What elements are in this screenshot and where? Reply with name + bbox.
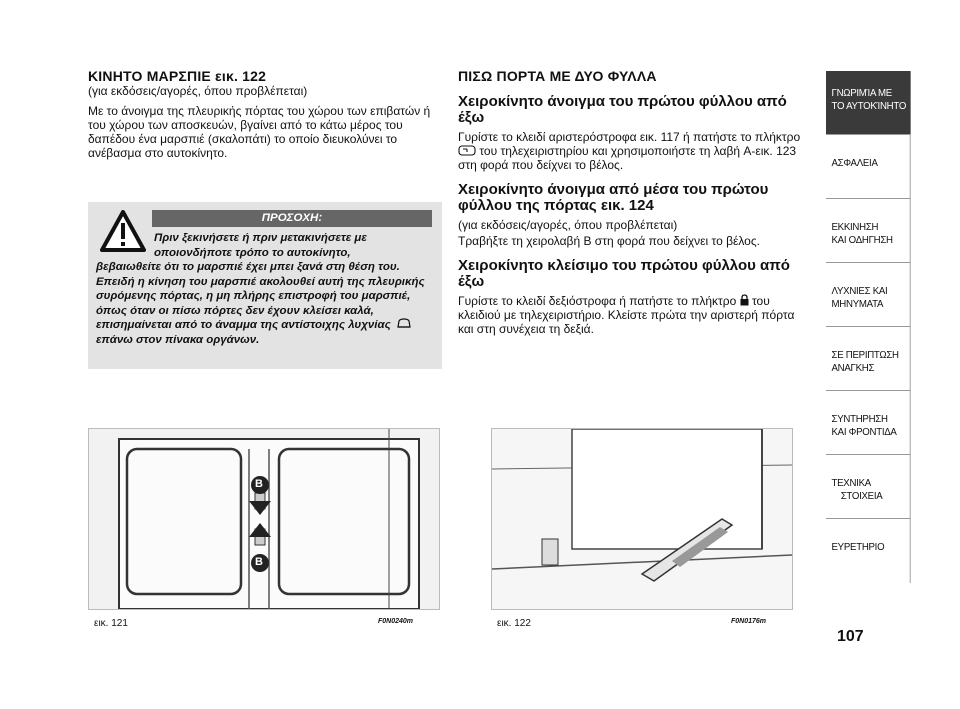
tab-maintenance[interactable]: ΣΥΝΤΗΡΗΣΗ ΚΑΙ ΦΡΟΝΤΙΔΑ	[826, 391, 911, 455]
paragraph-open-inside: Τραβήξτε τη χειρολαβή B στη φορά που δείχνει το βέλος.	[458, 234, 760, 248]
figure-121-code: F0N0240m	[378, 618, 414, 625]
figure-121-illustration	[89, 429, 439, 609]
tab-starting-driving[interactable]: ΕΚΚΙΝΗΣΗ ΚΑΙ ΟΔΗΓΗΣΗ	[826, 199, 911, 263]
figure-122-illustration	[492, 429, 792, 609]
tab-safety[interactable]: ΑΣΦΑΛΕΙΑ	[826, 135, 911, 199]
section-body: Με το άνοιγμα της πλευρικής πόρτας του χώρου των επιβατών ή του χώρου των αποσκευών, βγαίνει από το κάτω μέρος του δαπέδου ένα μαρσπιέ (σκαλοπάτι) το οποίο διευκολύνει το ανέβασμα στο αυτοκίνητο.	[88, 104, 431, 160]
tab-lights-messages[interactable]: ΛΥΧΝΙΕΣ ΚΑΙ ΜΗΝΥΜΑΤΑ	[826, 263, 911, 327]
paragraph-close-outside: Γυρίστε το κλειδί δεξιόστροφα ή πατήστε το πλήκτρο του κλειδιού με τηλεχειριστήριο. Κλείστε πρώτα την αριστερή πόρτα και στη συνέχεια τη δεξιά.	[458, 294, 795, 336]
lock-icon	[740, 294, 749, 306]
tab-getting-to-know[interactable]: ΓΝΩΡΙΜΊΑ ΜΕ ΤΟ ΑΥΤΟΚΊΝΗΤΟ	[826, 71, 911, 135]
tab-emergency[interactable]: ΣΕ ΠΕΡΙΠΤΩΣΗ ΑΝΑΓΚΗΣ	[826, 327, 911, 391]
chapter-tabs	[826, 71, 918, 583]
warning-rest: βεβαιωθείτε ότι το μαρσπιέ έχει μπει ξανά στη θέση του. Επειδή η κίνηση του μαρσπιέ ακολουθεί αυτή της πλευρικής συρόμενης πόρτας, η μη πλήρης επιστροφή του μαρσπιέ, όπως όταν οι πίσω πόρτες δεν έχουν κλείσει καλά, επισημαίνεται από το άναμμα της αντίστοιχης λυχνίας	[96, 261, 425, 331]
warning-line-2: οποιονδήποτε τρόπο το αυτοκίνητο,	[154, 246, 351, 259]
warning-tail: επάνω στον πίνακα οργάνων.	[96, 333, 260, 346]
heading-open-outside: Χειροκίνητο άνοιγμα του πρώτου φύλλου από έξω	[458, 93, 787, 126]
warning-line-1: Πριν ξεκινήσετε ή πριν μετακινήσετε με	[154, 232, 367, 244]
figure-122-caption: εικ. 122	[497, 618, 531, 629]
heading-open-inside: Χειροκίνητο άνοιγμα από μέσα του πρώτου φύλλου της πόρτας εικ. 124	[458, 181, 769, 214]
paragraph-open-outside: Γυρίστε το κλειδί αριστερόστροφα εικ. 117 ή πατήστε το πλήκτρο του τηλεχειριστηρίου και χρησιμοποιήστε τη λαβή A-εικ. 123 στη φορά που δείχνει το βέλος.	[458, 130, 801, 172]
figure-121-label-top: B	[255, 478, 263, 490]
subtitle-open-inside: (για εκδόσεις/αγορές, όπου προβλέπεται)	[458, 218, 678, 232]
figure-121-caption: εικ. 121	[94, 618, 128, 629]
section-title-rear-door: ΠΙΣΩ ΠΟΡΤΑ ΜΕ ΔΥΟ ΦΥΛΛΑ	[458, 68, 657, 84]
figure-121	[88, 428, 440, 610]
warning-header: ΠΡΟΣΟΧΗ:	[152, 210, 432, 227]
section-title-sliding-step: ΚΙΝΗΤΟ ΜΑΡΣΠΙΕ εικ. 122	[88, 68, 267, 84]
middle-column	[458, 68, 808, 336]
warning-text	[96, 231, 438, 347]
tab-technical-data[interactable]: ΤΕΧΝΙΚΑ ΣΤΟΙΧΕΙΑ	[826, 455, 911, 519]
figure-122	[491, 428, 793, 610]
tab-index[interactable]: ΕΥΡΕΤΗΡΙΟ	[826, 519, 911, 583]
page-number: 107	[837, 628, 864, 645]
door-warning-lamp-icon	[396, 318, 412, 329]
figure-122-code: F0N0176m	[731, 618, 767, 625]
figure-121-label-bottom: B	[255, 556, 263, 568]
heading-close-outside: Χειροκίνητο κλείσιμο του πρώτου φύλλου από έξω	[458, 257, 790, 290]
left-column	[88, 68, 444, 160]
remote-unlock-button-icon	[458, 145, 476, 156]
section-subtitle: (για εκδόσεις/αγορές, όπου προβλέπεται)	[88, 84, 308, 98]
warning-box	[88, 202, 442, 369]
